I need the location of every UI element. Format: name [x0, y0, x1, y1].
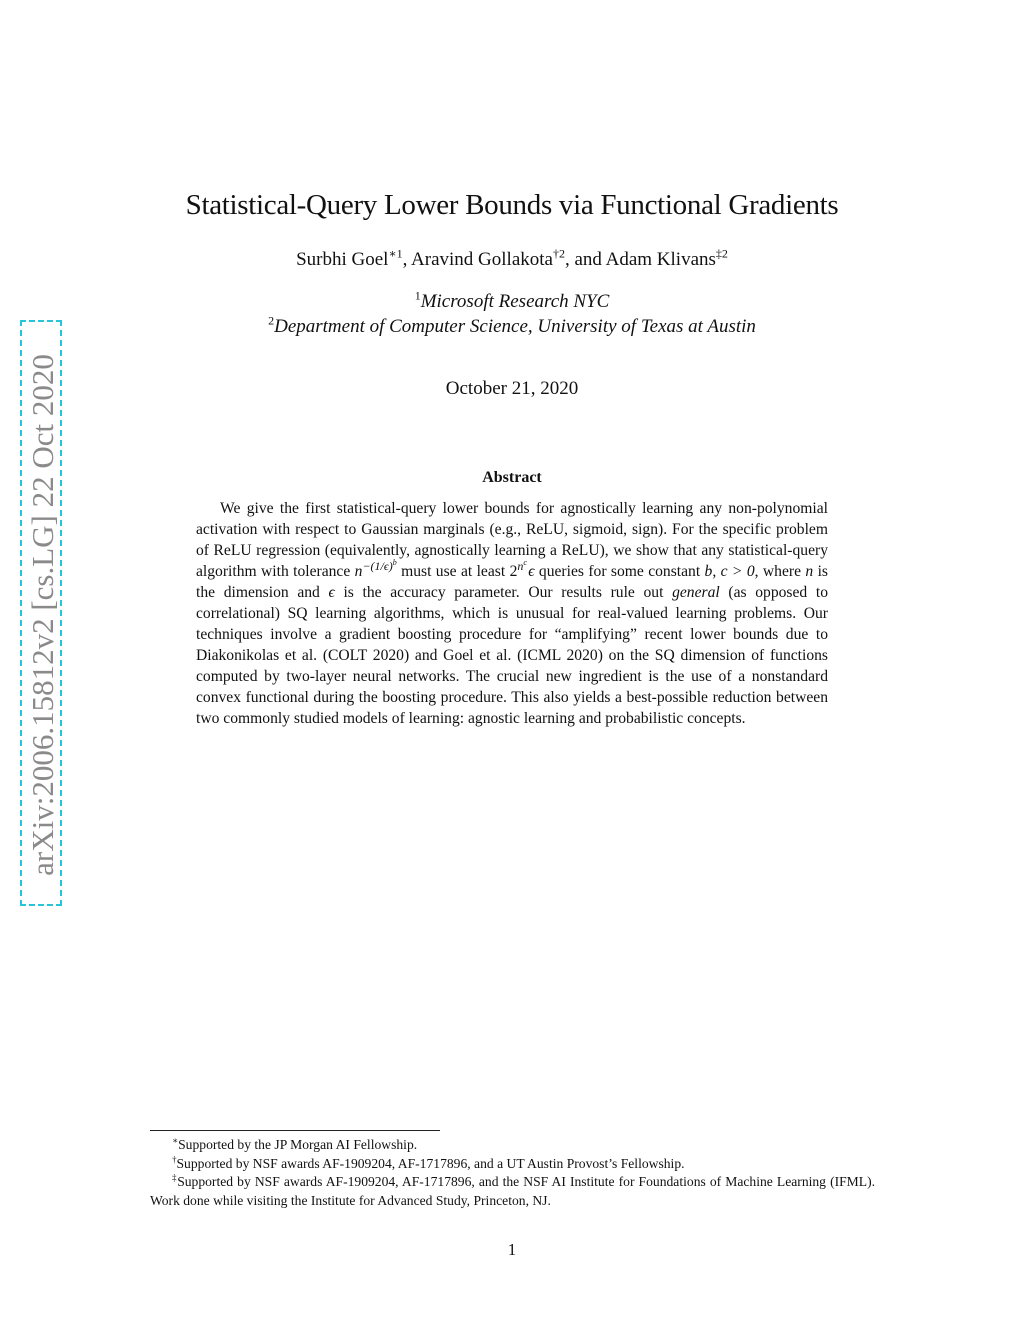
footnote-rule	[150, 1130, 440, 1131]
affiliation-number: 1	[414, 288, 421, 303]
math-symbol: ϵ	[328, 584, 335, 601]
abstract-text: (as opposed to correlational) SQ learning algorithms, which is unusual for real-valued learning problems. Our techniques involve a gradient boosting procedure for “amplifying” recent lower bounds due to Diakonikolas et al. (COLT 2020) and Goel et al. (ICML 2020) on the SQ dimension of functions computed by two-layer neural networks. The crucial new ingredient is the use of a nonstandard convex functional during the boosting procedure. This also yields a best-possible reduction between two commonly studied models of learning: agnostic learning and probabilistic concepts.	[196, 584, 828, 727]
math-exponent: −(1/ϵ)	[362, 558, 393, 573]
footnote-text: Supported by the JP Morgan AI Fellowship.	[178, 1137, 418, 1152]
math-symbol: ϵ	[528, 563, 535, 580]
math-symbol: 2	[509, 563, 518, 580]
affiliation-text: Microsoft Research NYC	[420, 291, 610, 312]
author-separator: ,	[402, 249, 412, 270]
footnote-text: Supported by NSF awards AF-1909204, AF-1717896, and a UT Austin Provost’s Fellowship.	[176, 1156, 685, 1171]
author-name: Adam Klivans	[605, 249, 716, 270]
abstract-text: , where	[754, 563, 806, 580]
footnote	[150, 1135, 875, 1154]
author-name: Surbhi Goel	[296, 249, 389, 270]
math-symbol: n	[805, 563, 814, 580]
paper-date: October 21, 2020	[445, 378, 579, 399]
affiliation-2	[0, 314, 1024, 340]
affiliation-number: 2	[268, 313, 275, 328]
footnote	[150, 1172, 875, 1210]
emphasis-general: general	[672, 584, 720, 601]
affiliation-1	[0, 289, 1024, 315]
arxiv-stamp[interactable]: arXiv:2006.15812v2 [cs.LG] 22 Oct 2020	[25, 354, 60, 876]
footnote-mark: ‡	[172, 1172, 178, 1183]
math-queries	[509, 557, 535, 580]
arxiv-stamp-frame	[20, 320, 62, 906]
abstract-body	[196, 498, 828, 729]
author-separator: , and	[564, 249, 606, 270]
paper-title: Statistical-Query Lower Bounds via Functional Gradients	[185, 189, 839, 221]
footnote-mark: †	[172, 1154, 177, 1165]
page-number: 1	[507, 1240, 517, 1259]
footnote	[150, 1154, 875, 1173]
abstract-text: must use at least	[396, 563, 510, 580]
author-marks: ∗1	[388, 246, 403, 261]
math-exponent: n	[517, 558, 524, 573]
abstract-text: is the dimension and	[196, 563, 828, 601]
author-marks: †2	[552, 246, 565, 261]
math-symbol: n	[354, 563, 363, 580]
footnote-mark: ∗	[172, 1135, 179, 1146]
math-tolerance	[354, 557, 397, 580]
footnote-text: Supported by NSF awards AF-1909204, AF-1717896, and the NSF AI Institute for Foundations of Machine Learning (IFML). Work done while visiting the Institute for Advanced Study, Princeton, NJ.	[150, 1174, 875, 1208]
math-exponent: c	[523, 557, 527, 567]
author-list	[0, 246, 1024, 274]
abstract-text: queries for some constant	[534, 563, 705, 580]
author-marks: ‡2	[715, 246, 728, 261]
math-exponent: b	[392, 557, 397, 567]
abstract-text: We give the first statistical-query lower bounds for agnostically learning any non-polynomial activation with respect to Gaussian marginals (e.g., ReLU, sigmoid, sign). For the specific problem of ReLU regression (equivalently, agnostically learning a ReLU), we show that any statistical-query algorithm with tolerance	[196, 500, 828, 580]
author-name: Aravind Gollakota	[411, 249, 553, 270]
abstract-heading: Abstract	[482, 469, 542, 486]
affiliation-text: Department of Computer Science, University of Texas at Austin	[274, 316, 756, 337]
abstract-text: is the accuracy parameter. Our results rule out	[334, 584, 673, 601]
math-constants: b, c > 0	[704, 563, 755, 580]
